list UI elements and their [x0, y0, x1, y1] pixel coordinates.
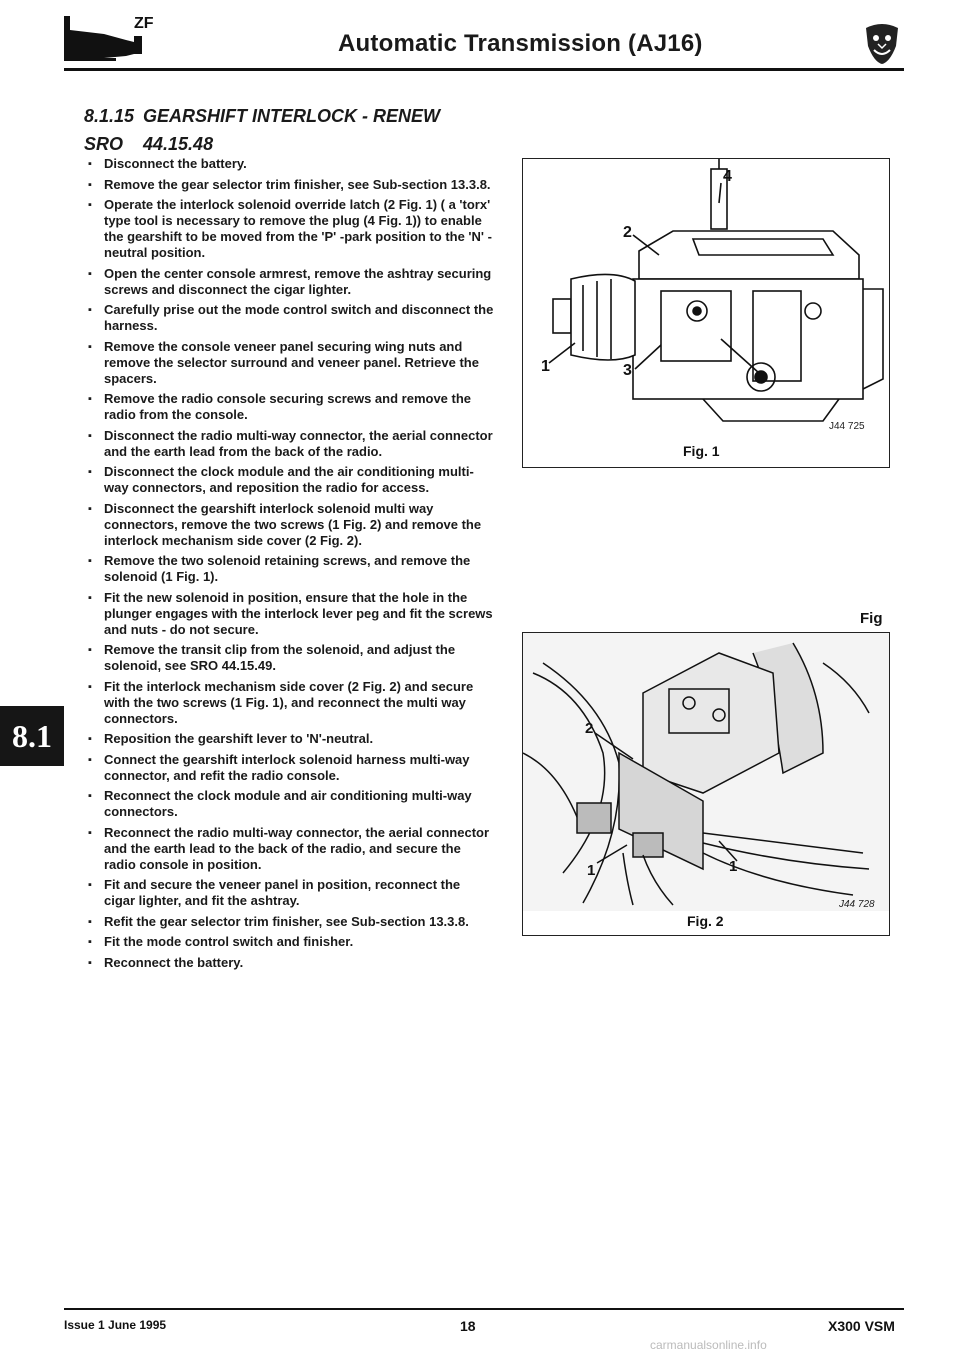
step-item: ▪ Remove the gear selector trim finisher, see Sub-section 13.3.8. — [88, 177, 494, 193]
section-number: 8.1.15 — [84, 106, 135, 126]
step-item: ▪ Remove the console veneer panel securing wing nuts and remove the selector surround and veneer panel. Retrieve the spacers. — [88, 339, 494, 387]
step-item: ▪ Fit the new solenoid in position, ensure that the hole in the plunger engages with the interlock lever peg and fit the screws and nuts - do not secure. — [88, 590, 494, 638]
callout-2: 2 — [623, 224, 632, 241]
step-item: ▪ Fit and secure the veneer panel in position, reconnect the cigar lighter, and fit the ashtray. — [88, 877, 494, 909]
watermark: carmanualsonline.info — [650, 1338, 767, 1352]
footer-issue: Issue 1 June 1995 — [64, 1318, 167, 1332]
step-item: ▪ Fit the interlock mechanism side cover (2 Fig. 2) and secure with the two screws (1 Fig. 1), and reconnect the multi way connectors. — [88, 679, 494, 727]
step-item: ▪ Remove the two solenoid retaining screws, and remove the solenoid (1 Fig. 1). — [88, 553, 494, 585]
callout-3: 3 — [623, 362, 632, 379]
stray-figure-label: Fig — [860, 610, 883, 627]
jaguar-head-icon — [862, 22, 902, 66]
procedure-steps — [88, 156, 494, 975]
step-item: ▪ Disconnect the battery. — [88, 156, 494, 172]
section-title: GEARSHIFT INTERLOCK - RENEW — [143, 106, 441, 126]
callout-4: 4 — [723, 168, 732, 185]
step-item: ▪ Reposition the gearshift lever to 'N'-neutral. — [88, 731, 494, 747]
footer-model: X300 VSM — [828, 1318, 895, 1334]
zf-logo-text: ZF — [134, 15, 154, 32]
figure-2-caption: Fig. 2 — [687, 913, 724, 929]
figure-1 — [522, 158, 890, 468]
zf-logo — [64, 12, 160, 64]
callout-1: 1 — [729, 858, 738, 875]
step-item: ▪ Connect the gearshift interlock solenoid harness multi-way connector, and refit the radio console. — [88, 752, 494, 784]
step-item: ▪ Open the center console armrest, remove the ashtray securing screws and disconnect the cigar lighter. — [88, 266, 494, 298]
step-item: ▪ Reconnect the battery. — [88, 955, 494, 971]
figure-2-ref: J44 728 — [839, 899, 875, 910]
step-item: ▪ Remove the radio console securing screws and remove the radio from the console. — [88, 391, 494, 423]
sro-label: SRO — [84, 134, 124, 154]
step-item: ▪ Disconnect the radio multi-way connector, the aerial connector and the earth lead from the back of the radio. — [88, 428, 494, 460]
figure-1-ref: J44 725 — [829, 421, 865, 432]
step-item: ▪ Carefully prise out the mode control switch and disconnect the harness. — [88, 302, 494, 334]
page-number: 18 — [460, 1318, 476, 1334]
section-heading — [84, 106, 440, 127]
step-item: ▪ Fit the mode control switch and finisher. — [88, 934, 494, 950]
console-interlock-photo-illustration — [523, 633, 889, 911]
step-item: ▪ Disconnect the gearshift interlock solenoid multi way connectors, remove the two screws (1 Fig. 2) and remove the interlock mechanism side cover (2 Fig. 2). — [88, 501, 494, 549]
figure-1-caption: Fig. 1 — [683, 443, 720, 459]
step-item: ▪ Remove the transit clip from the solenoid, and adjust the solenoid, see SRO 44.15.49. — [88, 642, 494, 674]
section-side-tab: 8.1 — [0, 706, 64, 766]
step-item: ▪ Reconnect the radio multi-way connector, the aerial connector and the earth lead to the back of the radio, and secure the radio console in position. — [88, 825, 494, 873]
step-item: ▪ Reconnect the clock module and air conditioning multi-way connectors. — [88, 788, 494, 820]
sro-code: 44.15.48 — [143, 134, 214, 154]
page-header-title: Automatic Transmission (AJ16) — [338, 30, 703, 57]
callout-1: 1 — [587, 862, 596, 879]
step-item: ▪ Operate the interlock solenoid override latch (2 Fig. 1) ( a 'torx' type tool is necessary to remove the plug (4 Fig. 1)) to enable the gearshift to be moved from the 'P' -park position to the 'N' - neutral position. — [88, 197, 494, 261]
callout-2: 2 — [585, 720, 594, 737]
interlock-mechanism-illustration — [523, 159, 889, 439]
step-item: ▪ Refit the gear selector trim finisher, see Sub-section 13.3.8. — [88, 914, 494, 930]
figure-2 — [522, 632, 890, 936]
callout-1: 1 — [541, 358, 550, 375]
step-item: ▪ Disconnect the clock module and the air conditioning multi-way connectors, and reposition the radio for access. — [88, 464, 494, 496]
footer-rule — [64, 1308, 904, 1310]
header-rule — [64, 68, 904, 71]
sro-heading — [84, 134, 213, 155]
